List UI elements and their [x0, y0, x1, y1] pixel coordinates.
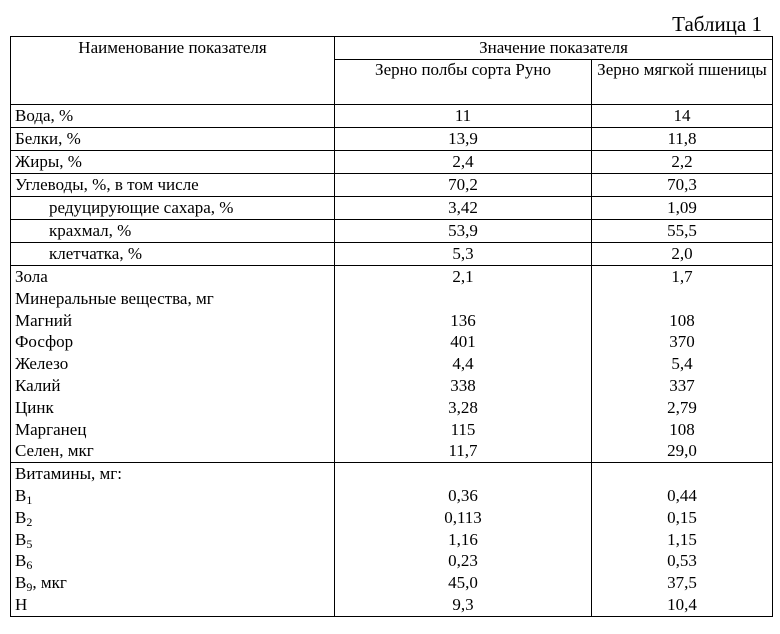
vitamins-values-wheat — [592, 463, 773, 617]
table-row — [11, 197, 773, 220]
vitamin-value-spelt: 45,0 — [448, 573, 478, 593]
blank-line — [339, 463, 587, 485]
vitamin-value-spelt: 1,16 — [448, 529, 478, 549]
row-value-wheat: 14 — [592, 105, 773, 128]
vitamin-value-spelt: 0,36 — [448, 485, 478, 505]
table-row — [11, 151, 773, 174]
header-col-wheat: Зерно мягкой пшеницы — [592, 60, 773, 105]
blank-line — [596, 288, 768, 310]
ash-name: Зола — [15, 267, 48, 286]
vitamin-value-spelt: 9,3 — [452, 594, 474, 614]
mineral-value-spelt: 401 — [450, 332, 476, 352]
minerals-names — [11, 266, 335, 463]
row-value-spelt: 53,9 — [335, 220, 592, 243]
table-caption: Таблица 1 — [672, 12, 762, 36]
mineral-value-spelt: 136 — [450, 310, 476, 330]
row-value-spelt: 5,3 — [335, 243, 592, 266]
minerals-values-wheat — [592, 266, 773, 463]
minerals-block — [11, 266, 773, 463]
mineral-value-spelt: 4,4 — [452, 354, 474, 374]
mineral-value-spelt: 338 — [450, 375, 476, 395]
vitamins-values-spelt — [335, 463, 592, 617]
header-value-group: Значение показателя — [335, 37, 773, 60]
vitamin-value-wheat: 1,15 — [667, 529, 697, 549]
row-name: Углеводы, %, в том числе — [11, 174, 335, 197]
vitamins-block — [11, 463, 773, 617]
vitamins-names — [11, 463, 335, 617]
mineral-name: Калий — [15, 375, 61, 395]
mineral-name: Магний — [15, 310, 72, 330]
table-row — [11, 105, 773, 128]
vitamin-name: $B_9$, мкг — [15, 573, 67, 595]
vitamins-title: Витамины, мг: — [15, 464, 122, 484]
row-value-spelt: 13,9 — [335, 128, 592, 151]
vitamin-name: H — [15, 594, 28, 614]
vitamin-name: $B_1$ — [15, 485, 33, 507]
blank-line — [339, 288, 587, 310]
vitamin-name: $B_5$ — [15, 529, 33, 551]
vitamin-value-spelt: 0,23 — [448, 551, 478, 571]
table-row — [11, 174, 773, 197]
vitamin-name: $B_6$ — [15, 551, 33, 573]
row-value-spelt: 11 — [335, 105, 592, 128]
row-name: Жиры, % — [11, 151, 335, 174]
mineral-value-wheat: 337 — [669, 375, 695, 395]
header-col-spelt: Зерно полбы сорта Руно — [335, 60, 592, 105]
row-value-wheat: 2,0 — [592, 243, 773, 266]
row-name: крахмал, % — [11, 220, 335, 243]
mineral-name: Селен, мкг — [15, 441, 94, 461]
vitamin-value-wheat: 10,4 — [667, 594, 697, 614]
mineral-value-wheat: 5,4 — [671, 354, 693, 374]
mineral-value-wheat: 108 — [669, 419, 695, 439]
row-value-wheat: 2,2 — [592, 151, 773, 174]
row-value-spelt: 3,42 — [335, 197, 592, 220]
mineral-name: Железо — [15, 354, 69, 374]
mineral-value-spelt: 3,28 — [448, 397, 478, 417]
table-row — [11, 220, 773, 243]
vitamin-name: $B_2$ — [15, 507, 33, 529]
header-param: Наименование показателя — [11, 37, 335, 105]
nutrition-table — [10, 36, 773, 617]
row-value-wheat: 55,5 — [592, 220, 773, 243]
table-row — [11, 243, 773, 266]
table-row — [11, 128, 773, 151]
row-value-wheat: 70,3 — [592, 174, 773, 197]
row-name: клетчатка, % — [11, 243, 335, 266]
mineral-value-spelt: 11,7 — [448, 441, 478, 461]
vitamin-value-wheat: 0,15 — [667, 507, 697, 527]
vitamin-value-wheat: 0,44 — [667, 485, 697, 505]
mineral-value-wheat: 108 — [669, 310, 695, 330]
minerals-title: Минеральные вещества, мг — [15, 288, 214, 308]
mineral-value-wheat: 2,79 — [667, 397, 697, 417]
row-value-spelt: 70,2 — [335, 174, 592, 197]
ash-value-spelt: 2,1 — [452, 267, 474, 286]
mineral-value-wheat: 370 — [669, 332, 695, 352]
row-name: редуцирующие сахара, % — [11, 197, 335, 220]
row-value-wheat: 1,09 — [592, 197, 773, 220]
mineral-value-spelt: 115 — [450, 419, 476, 439]
blank-line — [596, 463, 768, 485]
row-value-wheat: 11,8 — [592, 128, 773, 151]
vitamin-value-wheat: 37,5 — [667, 573, 697, 593]
row-value-spelt: 2,4 — [335, 151, 592, 174]
vitamin-value-wheat: 0,53 — [667, 551, 697, 571]
vitamin-value-spelt: 0,113 — [444, 507, 482, 527]
mineral-name: Марганец — [15, 419, 87, 439]
row-name: Белки, % — [11, 128, 335, 151]
mineral-name: Фосфор — [15, 332, 74, 352]
row-name: Вода, % — [11, 105, 335, 128]
mineral-name: Цинк — [15, 397, 54, 417]
minerals-values-spelt — [335, 266, 592, 463]
ash-value-wheat: 1,7 — [671, 267, 693, 286]
mineral-value-wheat: 29,0 — [667, 441, 697, 461]
